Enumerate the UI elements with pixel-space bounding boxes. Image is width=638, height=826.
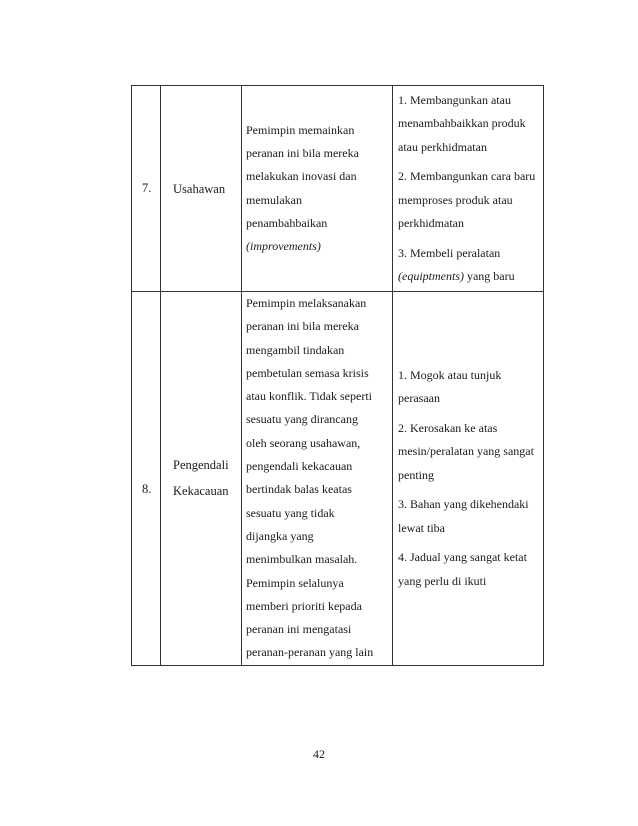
example-line-mixed: (equiptments) yang baru: [398, 269, 515, 283]
example-line: perkhidmatan: [398, 216, 464, 230]
description-line: bertindak balas keatas: [246, 482, 352, 497]
example-line: penting: [398, 467, 434, 482]
description-line: peranan ini bila mereka: [246, 319, 359, 334]
examples-cell: [393, 86, 544, 292]
description-line: melakukan inovasi dan: [246, 169, 357, 184]
description-line: atau konflik. Tidak seperti: [246, 389, 372, 404]
role-cell: [161, 86, 242, 292]
roles-table: [131, 85, 544, 666]
description-line: menimbulkan masalah.: [246, 552, 358, 567]
description-cell: [242, 86, 393, 292]
example-line: lewat tiba: [398, 520, 445, 535]
role-name-line: Usahawan: [173, 181, 226, 196]
description-line: sesuatu yang tidak: [246, 505, 335, 520]
example-line: mesin/peralatan yang sangat: [398, 444, 534, 459]
table-row: [132, 292, 544, 666]
role-name-line: Pengendali: [173, 458, 229, 473]
example-line: 1. Mogok atau tunjuk: [398, 367, 502, 382]
description-line: penambahbaikan: [246, 215, 328, 230]
row-number-cell: [132, 292, 161, 666]
row-number: 8.: [142, 481, 152, 496]
role-cell: [161, 292, 242, 666]
example-line: 3. Membeli peralatan: [398, 245, 501, 260]
row-number-cell: [132, 86, 161, 292]
example-line: 4. Jadual yang sangat ketat: [398, 550, 527, 565]
description-cell: [242, 292, 393, 666]
table-row: [132, 86, 544, 292]
description-line: pengendali kekacauan: [246, 459, 353, 474]
description-line: (improvements): [246, 239, 321, 254]
example-line: 2. Kerosakan ke atas: [398, 420, 498, 435]
description-line: peranan-peranan yang lain: [246, 645, 374, 660]
examples-cell: [393, 292, 544, 666]
example-line: 1. Membangunkan atau: [398, 92, 511, 107]
description-line: pembetulan semasa krisis: [246, 365, 369, 380]
example-line: menambahbaikkan produk: [398, 116, 526, 130]
example-line: atau perkhidmatan: [398, 139, 487, 154]
example-line: 2. Membangunkan cara baru: [398, 169, 536, 183]
page-number: 42: [313, 747, 325, 761]
description-line: peranan ini bila mereka: [246, 145, 359, 160]
description-line: Pemimpin memainkan: [246, 122, 355, 137]
row-number: 7.: [142, 181, 152, 195]
description-line: mengambil tindakan: [246, 342, 345, 357]
example-line: memproses produk atau: [398, 192, 513, 207]
description-line: sesuatu yang dirancang: [246, 412, 358, 427]
description-line: Pemimpin selalunya: [246, 575, 344, 590]
role-name-line: Kekacauan: [173, 484, 229, 499]
description-line: memulakan: [246, 192, 302, 207]
description-line: memberi prioriti kepada: [246, 598, 362, 613]
description-line: dijangka yang: [246, 528, 314, 543]
description-line: Pemimpin melaksanakan: [246, 296, 367, 310]
description-line: oleh seorang usahawan,: [246, 435, 361, 450]
example-line: 3. Bahan yang dikehendaki: [398, 497, 529, 512]
description-line: peranan ini mengatasi: [246, 622, 352, 637]
example-line: yang perlu di ikuti: [398, 573, 487, 588]
example-line: perasaan: [398, 391, 440, 406]
